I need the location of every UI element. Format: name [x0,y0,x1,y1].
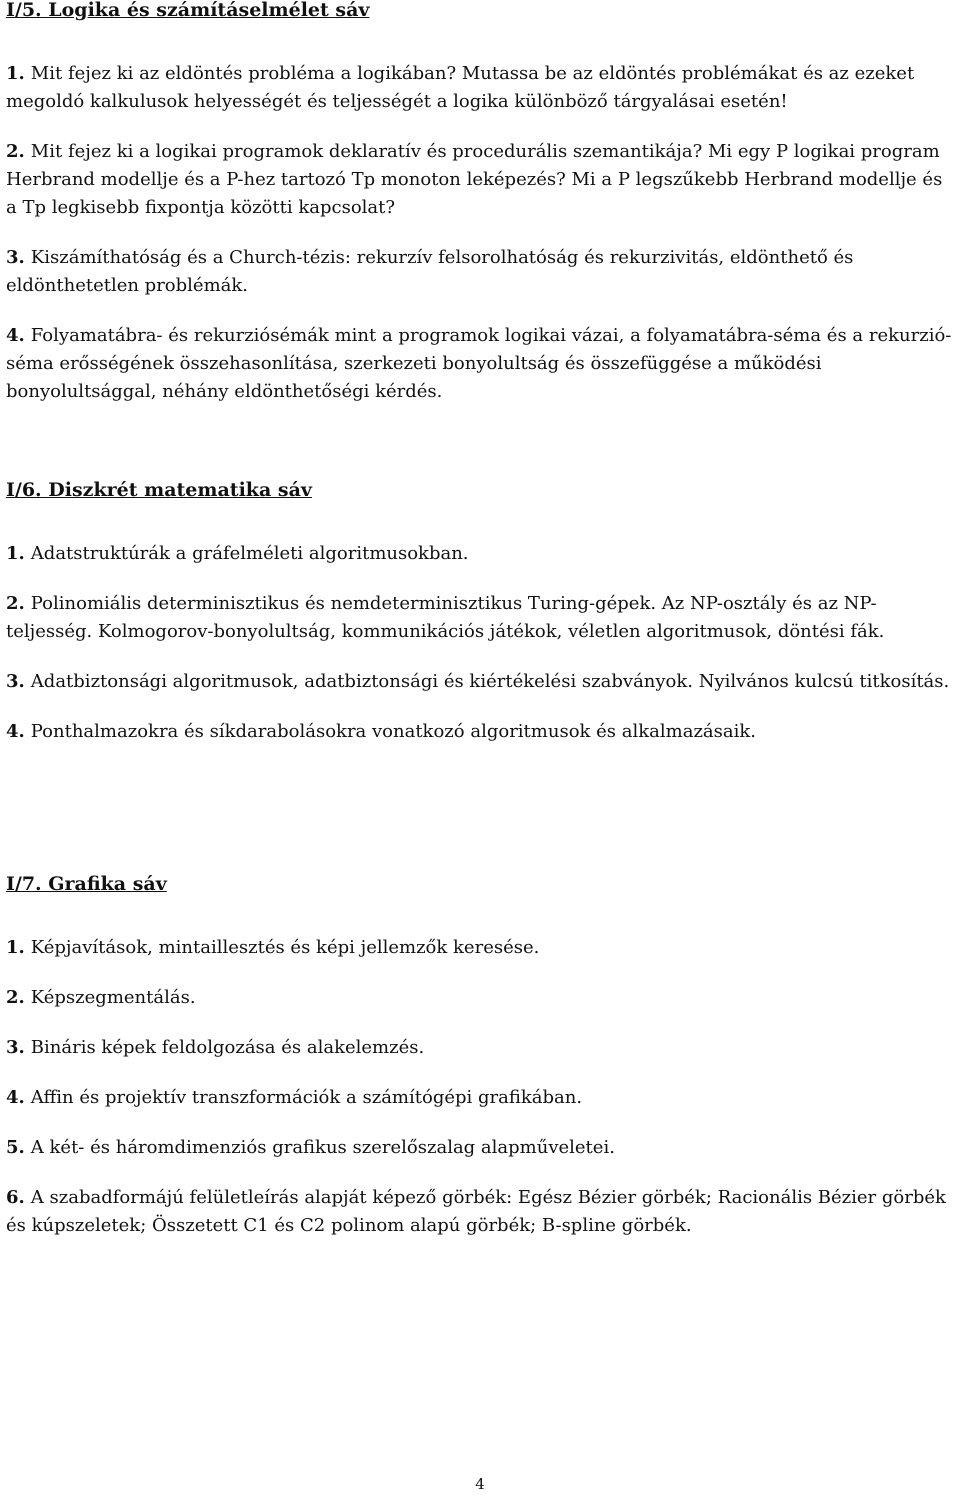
item-number: 4. [6,325,25,346]
list-item [6,1134,954,1162]
page-number: 4 [475,1475,485,1493]
list-item [6,1184,954,1240]
item-text: Ponthalmazokra és síkdarabolásokra vonatkozó algoritmusok és alkalmazásaik. [30,721,757,742]
section-title: I/6. Diszkrét matematika sáv [6,479,312,501]
item-number: 3. [6,247,25,268]
list-item [6,934,954,962]
list-item [6,1084,954,1112]
list-item [6,244,954,300]
item-text: Képjavítások, mintaillesztés és képi jellemzők keresése. [30,937,540,958]
item-number: 4. [6,721,25,742]
item-text: Folyamatábra- és rekurziósémák mint a programok logikai vázai, a folyamatábra-séma és a rekurzió-séma erősségének összehasonlítása, szerkezeti bonyolultság és összefüggése a működési bonyolultsággal, néhány eldönthetőségi kérdés. [6,325,952,402]
section-discrete-math [6,476,954,746]
item-text: Adatstruktúrák a gráfelméleti algoritmusokban. [30,543,469,564]
list-item [6,984,954,1012]
item-text: Adatbiztonsági algoritmusok, adatbiztonsági és kiértékelési szabványok. Nyilvános kulcsú titkosítás. [30,671,950,692]
section-logic [6,0,954,406]
item-text: Affin és projektív transzformációk a számítógépi grafikában. [30,1087,583,1108]
item-number: 1. [6,63,25,84]
item-text: A két- és háromdimenziós grafikus szerelőszalag alapműveletei. [30,1137,615,1158]
item-text: Kiszámíthatóság és a Church-tézis: rekurzív felsorolhatóság és rekurzivitás, eldönthető és eldönthetetlen problémák. [6,247,854,296]
section-title: I/5. Logika és számításelmélet sáv [6,0,370,21]
item-text: Mit fejez ki a logikai programok deklaratív és procedurális szemantikája? Mi egy P logikai program Herbrand modellje és a P-hez tartozó Tp monoton leképezés? Mi a P legszűkebb Herbrand modellje és a Tp legkisebb fixpontja közötti kapcsolat? [6,141,943,218]
item-number: 3. [6,1037,25,1058]
item-text: A szabadformájú felületleírás alapját képező görbék: Egész Bézier görbék; Racionális Bézier görbék és kúpszeletek; Összetett C1 és C2 polinom alapú görbék; B-spline görbék. [6,1187,946,1236]
item-number: 5. [6,1137,25,1158]
item-number: 2. [6,141,25,162]
item-text: Bináris képek feldolgozása és alakelemzés. [30,1037,425,1058]
list-item [6,590,954,646]
item-text: Mit fejez ki az eldöntés probléma a logikában? Mutassa be az eldöntés problémákat és az ezeket megoldó kalkulusok helyességét és teljességét a logika különböző tárgyalásai esetén! [6,63,915,112]
list-item [6,60,954,116]
list-item [6,668,954,696]
item-number: 1. [6,937,25,958]
section-title: I/7. Grafika sáv [6,873,167,895]
item-text: Polinomiális determinisztikus és nemdeterminisztikus Turing-gépek. Az NP-osztály és az NP-teljesség. Kolmogorov-bonyolultság, kommunikációs játékok, véletlen algoritmusok, döntési fák. [6,593,885,642]
list-item [6,1034,954,1062]
item-number: 4. [6,1087,25,1108]
list-item [6,718,954,746]
item-text: Képszegmentálás. [30,987,196,1008]
item-number: 6. [6,1187,25,1208]
list-item [6,138,954,222]
item-number: 2. [6,987,25,1008]
item-number: 2. [6,593,25,614]
list-item [6,322,954,406]
item-number: 3. [6,671,25,692]
list-item [6,540,954,568]
item-number: 1. [6,543,25,564]
section-graphics [6,870,954,1240]
